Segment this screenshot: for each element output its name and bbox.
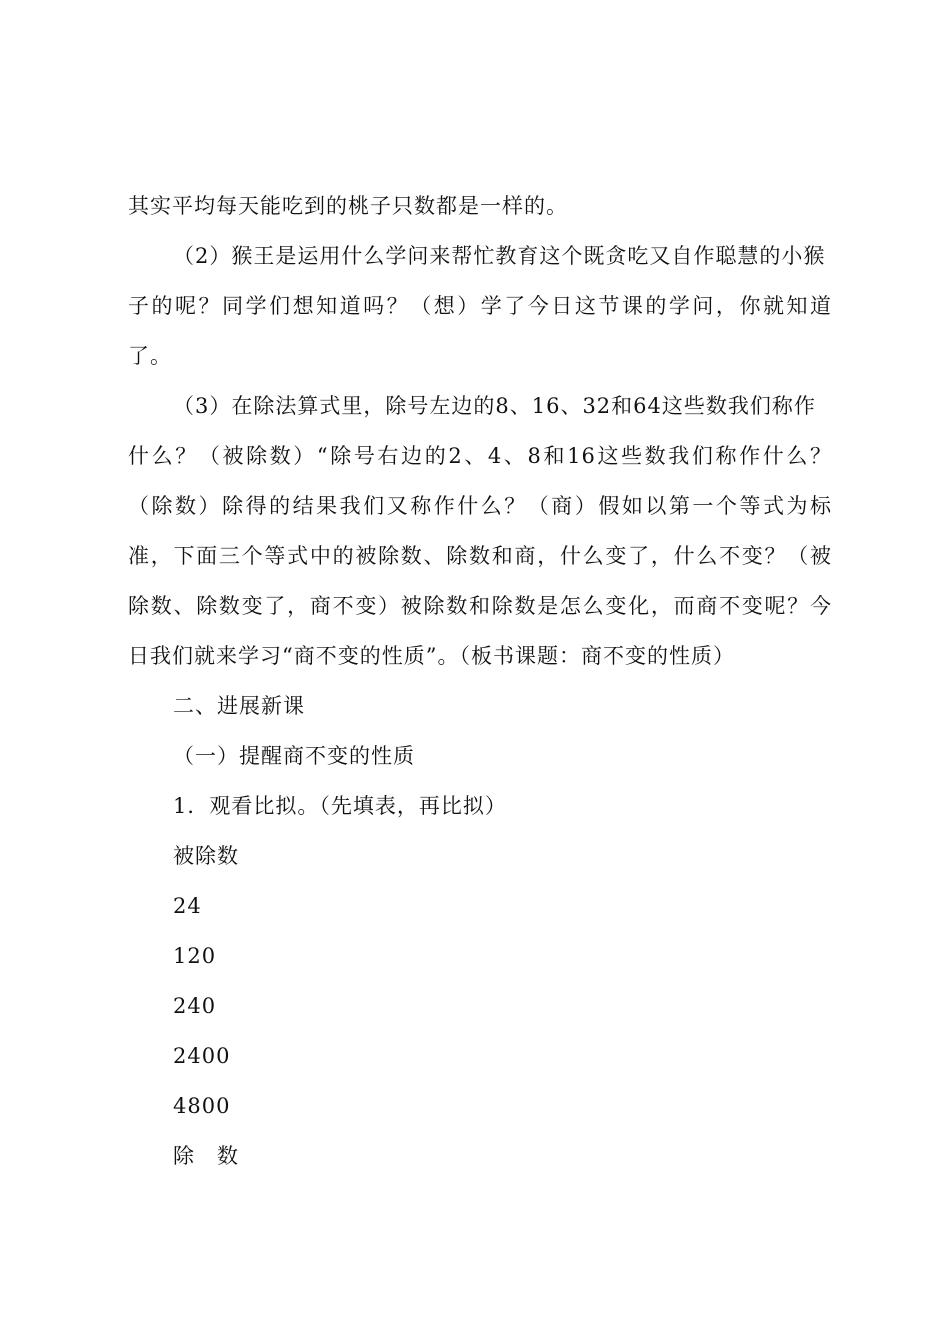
subsection-heading: （一）提醒商不变的性质: [173, 744, 415, 768]
paragraph-2-line-1: （2）猴王是运用什么学问来帮忙教育这个既贪吃又自作聪慧的小猴: [173, 244, 826, 268]
table-value: 4800: [173, 1094, 231, 1118]
paragraph-3-line-6: 日我们就来学习“商不变的性质”。（板书课题：商不变的性质）: [128, 644, 735, 668]
table-value: 120: [173, 944, 217, 968]
table-value: 2400: [173, 1044, 231, 1068]
paragraph-2-line-2: 子的呢？同学们想知道吗？（想）学了今日这节课的学问，你就知道: [128, 294, 832, 318]
paragraph-3-line-3: （除数）除得的结果我们又称作什么？（商）假如以第一个等式为标: [128, 494, 832, 518]
paragraph-3-line-1: （3）在除法算式里，除号左边的8、16、32和64这些数我们称作: [173, 394, 816, 418]
paragraph-3-line-5: 除数、除数变了，商不变）被除数和除数是怎么变化，而商不变呢？今: [128, 594, 832, 618]
table-label-divisor: 除 数: [173, 1144, 239, 1168]
text-line: 其实平均每天能吃到的桃子只数都是一样的。: [128, 194, 568, 218]
table-value: 24: [173, 894, 202, 918]
paragraph-3-line-4: 准，下面三个等式中的被除数、除数和商，什么变了，什么不变？（被: [128, 544, 832, 568]
step-1-text: 1．观看比拟。（先填表，再比拟）: [173, 794, 507, 818]
table-value: 240: [173, 994, 217, 1018]
table-label-dividend: 被除数: [173, 844, 239, 868]
paragraph-3-line-2: 什么？（被除数）“除号右边的2、4、8和16这些数我们称作什么？: [128, 444, 832, 468]
paragraph-2-line-3: 了。: [128, 344, 172, 368]
section-heading: 二、进展新课: [173, 694, 305, 718]
